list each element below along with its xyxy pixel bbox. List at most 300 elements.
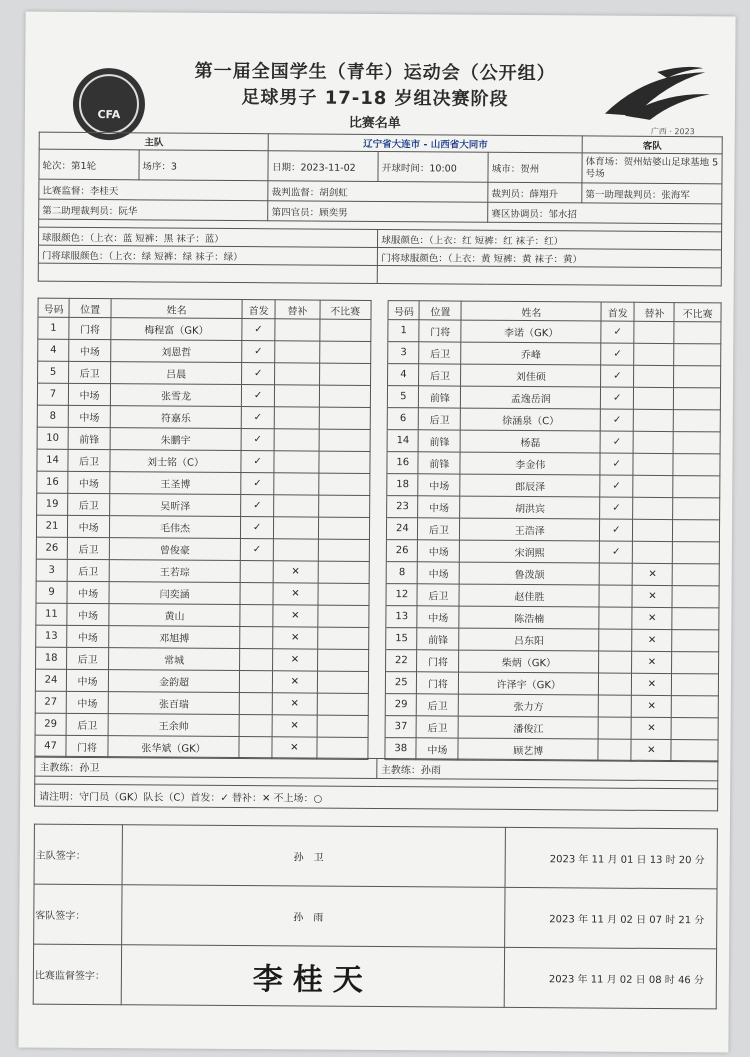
home-player-position: 中场 <box>67 625 109 647</box>
fourth-official: 第四官员：顾奕男 <box>268 201 488 223</box>
away-player-name: 王浩泽 <box>460 518 600 541</box>
home-not-playing-mark <box>319 319 370 341</box>
away-starter-mark <box>599 607 632 629</box>
home-player-number: 21 <box>36 515 67 537</box>
away-player-number: 18 <box>387 474 418 496</box>
col-header-number: 号码 <box>388 301 419 320</box>
col-header-sub: 替补 <box>634 302 674 321</box>
home-sub-mark <box>274 539 318 561</box>
home-player-name: 曾俊豪 <box>109 538 240 561</box>
home-sub-mark <box>274 429 318 451</box>
home-player-number: 13 <box>36 625 67 647</box>
home-player-number: 5 <box>38 361 69 383</box>
home-player-number: 24 <box>35 669 66 691</box>
away-player-position: 后卫 <box>418 518 460 540</box>
signature-label: 主队签字： <box>34 824 122 885</box>
home-sub-mark <box>274 473 318 495</box>
home-starter-mark: ✓ <box>242 341 275 363</box>
home-coach: 主教练：孙卫 <box>35 756 377 778</box>
home-player-number: 47 <box>35 735 66 757</box>
away-player-position: 前锋 <box>418 430 460 452</box>
away-player-number: 6 <box>388 408 419 430</box>
away-not-playing-mark <box>672 696 719 718</box>
away-not-playing-mark <box>674 322 721 344</box>
home-player-name: 吕晨 <box>111 362 242 385</box>
home-sub-mark: ✕ <box>272 693 316 715</box>
away-sub-mark: ✕ <box>632 607 672 629</box>
away-not-playing-mark <box>672 674 719 696</box>
away-player-name: 孟逸岳润 <box>461 386 601 409</box>
away-sub-mark <box>634 387 674 409</box>
home-not-playing-mark <box>318 495 369 517</box>
games-logo-caption: 广西 · 2023 <box>650 126 695 137</box>
home-player-name: 张雪龙 <box>111 384 242 407</box>
home-not-playing-mark <box>319 341 370 363</box>
home-player-position: 中场 <box>68 383 110 405</box>
away-starter-mark: ✓ <box>600 453 633 475</box>
home-starter-mark <box>240 649 273 671</box>
home-player-name: 刘士铭（C） <box>110 450 241 473</box>
away-player-name: 赵佳胜 <box>459 584 599 607</box>
home-starter-mark <box>239 737 272 759</box>
away-starter-mark <box>598 739 631 761</box>
away-not-playing-mark <box>673 454 720 476</box>
away-sub-mark: ✕ <box>633 563 673 585</box>
home-player-position: 中场 <box>68 471 110 493</box>
away-sub-mark <box>634 321 674 343</box>
away-sub-mark <box>633 541 673 563</box>
home-not-playing-mark <box>318 451 369 473</box>
away-not-playing-mark <box>673 476 720 498</box>
title-line-3: 比赛名单 <box>348 115 401 132</box>
col-header-number: 号码 <box>38 298 69 317</box>
home-player-position: 门将 <box>69 317 111 339</box>
away-player-position: 前锋 <box>417 628 459 650</box>
away-player-position: 前锋 <box>418 452 460 474</box>
supervisor-handwritten-signature: 李桂天 <box>121 945 505 1008</box>
home-player-name: 刘恩哲 <box>111 340 242 363</box>
games-logo-swoosh-icon <box>595 64 715 125</box>
away-player-name: 郎辰泽 <box>460 474 600 497</box>
away-starter-mark: ✓ <box>600 409 633 431</box>
home-player-number: 1 <box>38 317 69 339</box>
home-not-playing-mark <box>318 561 369 583</box>
home-starter-mark <box>239 693 272 715</box>
home-not-playing-mark <box>319 407 370 429</box>
away-sub-mark: ✕ <box>631 717 671 739</box>
home-starter-mark: ✓ <box>242 363 275 385</box>
home-player-number: 3 <box>36 559 67 581</box>
away-starter-mark <box>599 673 632 695</box>
home-starter-mark: ✓ <box>241 407 274 429</box>
home-not-playing-mark <box>319 385 370 407</box>
home-player-position: 中场 <box>67 581 109 603</box>
home-sub-mark <box>274 407 318 429</box>
col-header-name: 姓名 <box>461 301 601 321</box>
match-sheet <box>18 12 735 1053</box>
away-player-name: 李诺（GK） <box>461 320 601 343</box>
home-player-number: 14 <box>37 449 68 471</box>
away-not-playing-mark <box>672 608 719 630</box>
away-sub-mark <box>633 475 673 497</box>
home-starter-mark <box>240 561 273 583</box>
away-starter-mark <box>599 651 632 673</box>
away-player-name: 乔峰 <box>461 342 601 365</box>
home-signature-row <box>34 824 717 889</box>
away-not-playing-mark <box>672 630 719 652</box>
col-header-not-playing: 不比赛 <box>674 303 721 322</box>
home-player-position: 中场 <box>67 603 109 625</box>
home-starter-mark: ✓ <box>241 473 274 495</box>
away-player-number: 26 <box>387 540 418 562</box>
home-player-position: 后卫 <box>69 361 111 383</box>
away-coach: 主教练：孙雨 <box>376 759 718 781</box>
away-player-number: 1 <box>388 320 419 342</box>
title-line-1: 第一届全国学生（青年）运动会（公开组） <box>194 60 556 85</box>
home-sub-mark <box>274 451 318 473</box>
home-player-number: 18 <box>36 647 67 669</box>
home-player-name: 王若琮 <box>109 560 240 583</box>
home-not-playing-mark <box>317 605 368 627</box>
cfa-logo-text: CFA <box>97 108 121 122</box>
away-sub-mark <box>633 431 673 453</box>
away-player-number: 12 <box>386 584 417 606</box>
kickoff-time: 开球时间：10:00 <box>378 152 488 183</box>
away-player-position: 后卫 <box>419 342 461 364</box>
home-starter-mark <box>239 671 272 693</box>
away-starter-mark: ✓ <box>601 321 634 343</box>
signature-time: 2023 年 11 月 01 日 13 时 20 分 <box>505 827 717 888</box>
home-sub-mark <box>274 517 318 539</box>
home-player-number: 27 <box>35 691 66 713</box>
away-player-number: 14 <box>387 430 418 452</box>
home-player-position: 中场 <box>66 691 108 713</box>
away-sub-mark <box>634 409 674 431</box>
away-starter-mark <box>599 563 632 585</box>
away-player-name: 柴炳（GK） <box>459 650 599 673</box>
away-player-number: 38 <box>385 738 416 760</box>
home-sub-mark: ✕ <box>273 649 317 671</box>
away-player-position: 后卫 <box>417 694 459 716</box>
games-logo <box>595 64 715 135</box>
home-not-playing-mark <box>316 737 367 759</box>
away-not-playing-mark <box>674 410 721 432</box>
title-line-2: 足球男子 17-18 岁组决赛阶段 <box>241 87 509 110</box>
home-sub-mark: ✕ <box>273 605 317 627</box>
player-lists-table <box>34 298 721 763</box>
home-player-name: 闫奕涵 <box>109 582 240 605</box>
signature-table <box>33 824 718 1010</box>
home-player-number: 10 <box>37 427 68 449</box>
away-not-playing-mark <box>674 366 721 388</box>
home-player-name: 朱鹏宇 <box>110 428 241 451</box>
away-starter-mark: ✓ <box>601 365 634 387</box>
away-starter-mark: ✓ <box>601 387 634 409</box>
home-player-number: 19 <box>37 493 68 515</box>
away-starter-mark: ✓ <box>600 519 633 541</box>
away-player-name: 李金伟 <box>460 452 600 475</box>
away-starter-mark: ✓ <box>600 497 633 519</box>
home-player-position: 后卫 <box>68 449 110 471</box>
home-not-playing-mark <box>318 517 369 539</box>
away-starter-mark <box>598 717 631 739</box>
away-sub-mark: ✕ <box>631 739 671 761</box>
home-not-playing-mark <box>317 715 368 737</box>
home-player-position: 前锋 <box>68 427 110 449</box>
col-header-starter: 首发 <box>601 302 634 321</box>
away-player-position: 中场 <box>418 496 460 518</box>
away-player-position: 前锋 <box>419 386 461 408</box>
home-player-number: 9 <box>36 581 67 603</box>
away-player-number: 8 <box>386 562 417 584</box>
home-player-name: 黄山 <box>109 604 240 627</box>
home-sub-mark: ✕ <box>272 715 316 737</box>
col-header-position: 位置 <box>419 301 461 320</box>
home-handwritten-signature: 孙卫 <box>122 825 506 888</box>
away-player-name: 陈浩楠 <box>459 606 599 629</box>
home-player-name: 王圣博 <box>110 472 241 495</box>
away-not-playing-mark <box>674 388 721 410</box>
home-player-position: 后卫 <box>66 713 108 735</box>
home-player-number: 4 <box>38 339 69 361</box>
away-sub-mark <box>633 453 673 475</box>
away-sub-mark <box>634 365 674 387</box>
away-player-position: 门将 <box>417 672 459 694</box>
home-not-playing-mark <box>317 693 368 715</box>
away-player-name: 杨磊 <box>461 430 601 453</box>
away-player-position: 后卫 <box>417 584 459 606</box>
away-starter-mark: ✓ <box>601 343 634 365</box>
home-player-name: 邓旭搏 <box>109 626 240 649</box>
legend-note: 请注明：守门员（GK）队长（C）首发：✓ 替补：✕ 不上场：○ <box>35 784 718 811</box>
home-team-label: 主队 <box>39 132 269 151</box>
away-player-name: 吕东阳 <box>459 628 599 651</box>
away-sub-mark: ✕ <box>632 673 672 695</box>
away-handwritten-signature: 孙雨 <box>121 885 505 948</box>
away-starter-mark: ✓ <box>600 431 633 453</box>
away-gk-kit-colors: 门将球服颜色：（上衣：黄 短裤：黄 袜子：黄） <box>378 247 722 267</box>
home-not-playing-mark <box>319 429 370 451</box>
referee: 裁判员：薛翔升 <box>488 182 582 203</box>
away-player-position: 中场 <box>418 474 460 496</box>
signature-time: 2023 年 11 月 02 日 08 时 46 分 <box>504 947 716 1008</box>
home-player-number: 26 <box>36 537 67 559</box>
away-player-position: 中场 <box>416 738 458 760</box>
home-player-number: 16 <box>37 471 68 493</box>
away-player-name: 刘佳硕 <box>461 364 601 387</box>
home-sub-mark <box>275 319 319 341</box>
home-kit-colors: 球服颜色：（上衣：蓝 短裤：黑 袜子：蓝） <box>38 227 377 247</box>
away-not-playing-mark <box>671 740 718 762</box>
home-player-name: 常城 <box>109 648 240 671</box>
home-player-position: 中场 <box>66 669 108 691</box>
away-player-position: 后卫 <box>419 364 461 386</box>
home-player-name: 王余帅 <box>108 714 239 737</box>
home-starter-mark <box>240 605 273 627</box>
header <box>25 12 736 137</box>
away-sub-mark: ✕ <box>632 651 672 673</box>
assistant-referee-1: 第一助理裁判员：张海军 <box>582 183 722 204</box>
coaches-table <box>34 756 718 812</box>
away-player-position: 中场 <box>417 562 459 584</box>
away-player-number: 16 <box>387 452 418 474</box>
home-player-number: 7 <box>37 383 68 405</box>
home-player-number: 8 <box>37 405 68 427</box>
signature-time: 2023 年 11 月 02 日 07 时 21 分 <box>505 887 717 948</box>
away-sub-mark: ✕ <box>632 629 672 651</box>
home-sub-mark <box>275 363 319 385</box>
away-sub-mark <box>634 343 674 365</box>
home-not-playing-mark <box>318 583 369 605</box>
away-player-position: 后卫 <box>419 408 461 430</box>
signature-label: 客队签字： <box>34 884 122 945</box>
away-not-playing-mark <box>673 498 720 520</box>
home-not-playing-mark <box>317 671 368 693</box>
col-header-starter: 首发 <box>242 300 275 319</box>
match-number: 场序：3 <box>139 150 269 181</box>
away-player-position: 门将 <box>417 650 459 672</box>
away-not-playing-mark <box>673 542 720 564</box>
away-not-playing-mark <box>672 652 719 674</box>
home-player-name: 毛伟杰 <box>110 516 241 539</box>
home-player-position: 中场 <box>67 515 109 537</box>
away-team-label: 客队 <box>582 136 722 154</box>
away-sub-mark <box>633 519 673 541</box>
city: 城市：贺州 <box>488 152 582 183</box>
cfa-logo <box>73 68 146 141</box>
home-starter-mark: ✓ <box>242 319 275 341</box>
away-starter-mark <box>599 585 632 607</box>
col-header-sub: 替补 <box>275 300 319 319</box>
home-player-name: 梅程富（GK） <box>111 318 242 341</box>
home-gk-kit-colors: 门将球服颜色：（上衣：绿 短裤：绿 袜子：绿） <box>38 245 377 265</box>
away-player-name: 鲁泼颉 <box>460 562 600 585</box>
home-not-playing-mark <box>318 473 369 495</box>
venue-coordinator: 赛区协调员：邹水招 <box>488 202 722 224</box>
home-starter-mark <box>239 715 272 737</box>
away-signature-row <box>34 884 717 949</box>
away-not-playing-mark <box>674 344 721 366</box>
home-starter-mark: ✓ <box>241 429 274 451</box>
col-header-name: 姓名 <box>111 299 242 319</box>
home-player-position: 后卫 <box>67 559 109 581</box>
away-player-position: 中场 <box>418 540 460 562</box>
player-rows <box>35 298 721 762</box>
home-player-number: 29 <box>35 713 66 735</box>
home-player-name: 金韵超 <box>109 670 240 693</box>
away-player-number: 13 <box>386 606 417 628</box>
round: 轮次：第1轮 <box>39 149 139 180</box>
away-player-number: 25 <box>386 672 417 694</box>
home-player-position: 中场 <box>69 339 111 361</box>
away-player-number: 3 <box>388 342 419 364</box>
home-sub-mark: ✕ <box>273 561 317 583</box>
away-not-playing-mark <box>673 520 720 542</box>
away-sub-mark: ✕ <box>632 695 672 717</box>
home-sub-mark <box>275 385 319 407</box>
away-kit-colors: 球服颜色：（上衣：红 短裤：红 袜子：红） <box>378 229 722 249</box>
signature-label: 比赛监督签字： <box>33 944 121 1005</box>
away-not-playing-mark <box>672 586 719 608</box>
away-player-name: 徐涵泉（C） <box>461 408 601 431</box>
away-player-name: 顾艺博 <box>458 738 598 761</box>
home-starter-mark <box>240 583 273 605</box>
home-player-position: 后卫 <box>67 647 109 669</box>
home-sub-mark: ✕ <box>272 737 316 759</box>
away-player-name: 许泽宇（GK） <box>459 672 599 695</box>
assistant-referee-2: 第二助理裁判员：阮华 <box>39 199 269 221</box>
matchup: 辽宁省大连市 - 山西省大同市 <box>269 134 583 153</box>
match-info-table <box>38 132 723 287</box>
away-player-position: 后卫 <box>416 716 458 738</box>
home-not-playing-mark <box>317 649 368 671</box>
away-player-name: 潘俊江 <box>459 716 599 739</box>
home-sub-mark <box>275 341 319 363</box>
away-player-position: 中场 <box>417 606 459 628</box>
away-player-number: 5 <box>388 386 419 408</box>
supervisor-signature-row <box>33 944 716 1009</box>
referee-supervisor: 裁判监督：胡剑虹 <box>268 181 488 203</box>
away-sub-mark <box>633 497 673 519</box>
away-starter-mark <box>599 629 632 651</box>
home-not-playing-mark <box>318 539 369 561</box>
home-sub-mark: ✕ <box>273 583 317 605</box>
home-player-number: 11 <box>36 603 67 625</box>
away-player-position: 门将 <box>419 320 461 342</box>
home-not-playing-mark <box>317 627 368 649</box>
col-header-not-playing: 不比赛 <box>320 300 371 319</box>
away-starter-mark <box>598 695 631 717</box>
away-not-playing-mark <box>671 718 718 740</box>
away-player-number: 37 <box>385 716 416 738</box>
home-player-position: 后卫 <box>67 537 109 559</box>
home-starter-mark <box>240 627 273 649</box>
home-player-position: 后卫 <box>68 493 110 515</box>
away-not-playing-mark <box>673 432 720 454</box>
home-starter-mark: ✓ <box>240 517 273 539</box>
away-player-number: 24 <box>387 518 418 540</box>
home-starter-mark: ✓ <box>240 539 273 561</box>
away-sub-mark: ✕ <box>632 585 672 607</box>
home-sub-mark: ✕ <box>273 627 317 649</box>
home-not-playing-mark <box>319 363 370 385</box>
match-supervisor: 比赛监督：李桂天 <box>39 179 269 201</box>
away-player-number: 4 <box>388 364 419 386</box>
home-player-position: 中场 <box>68 405 110 427</box>
away-starter-mark: ✓ <box>600 475 633 497</box>
home-starter-mark: ✓ <box>241 495 274 517</box>
away-player-number: 29 <box>386 694 417 716</box>
match-date: 日期：2023-11-02 <box>268 151 378 182</box>
away-player-number: 23 <box>387 496 418 518</box>
home-player-position: 门将 <box>66 735 108 757</box>
venue: 体育场：贺州姑婆山足球基地 5 号场 <box>582 153 722 184</box>
home-player-name: 吴昕泽 <box>110 494 241 517</box>
away-player-number: 15 <box>386 628 417 650</box>
home-player-name: 张华斌（GK） <box>108 736 239 759</box>
away-not-playing-mark <box>672 564 719 586</box>
away-player-name: 胡洪宾 <box>460 496 600 519</box>
away-player-name: 张力方 <box>459 694 599 717</box>
away-player-name: 宋润熙 <box>460 540 600 563</box>
home-player-name: 符嘉乐 <box>110 406 241 429</box>
home-player-name: 张百瑞 <box>108 692 239 715</box>
away-starter-mark: ✓ <box>599 541 632 563</box>
away-player-number: 22 <box>386 650 417 672</box>
home-sub-mark <box>274 495 318 517</box>
home-sub-mark: ✕ <box>273 671 317 693</box>
home-starter-mark: ✓ <box>241 451 274 473</box>
